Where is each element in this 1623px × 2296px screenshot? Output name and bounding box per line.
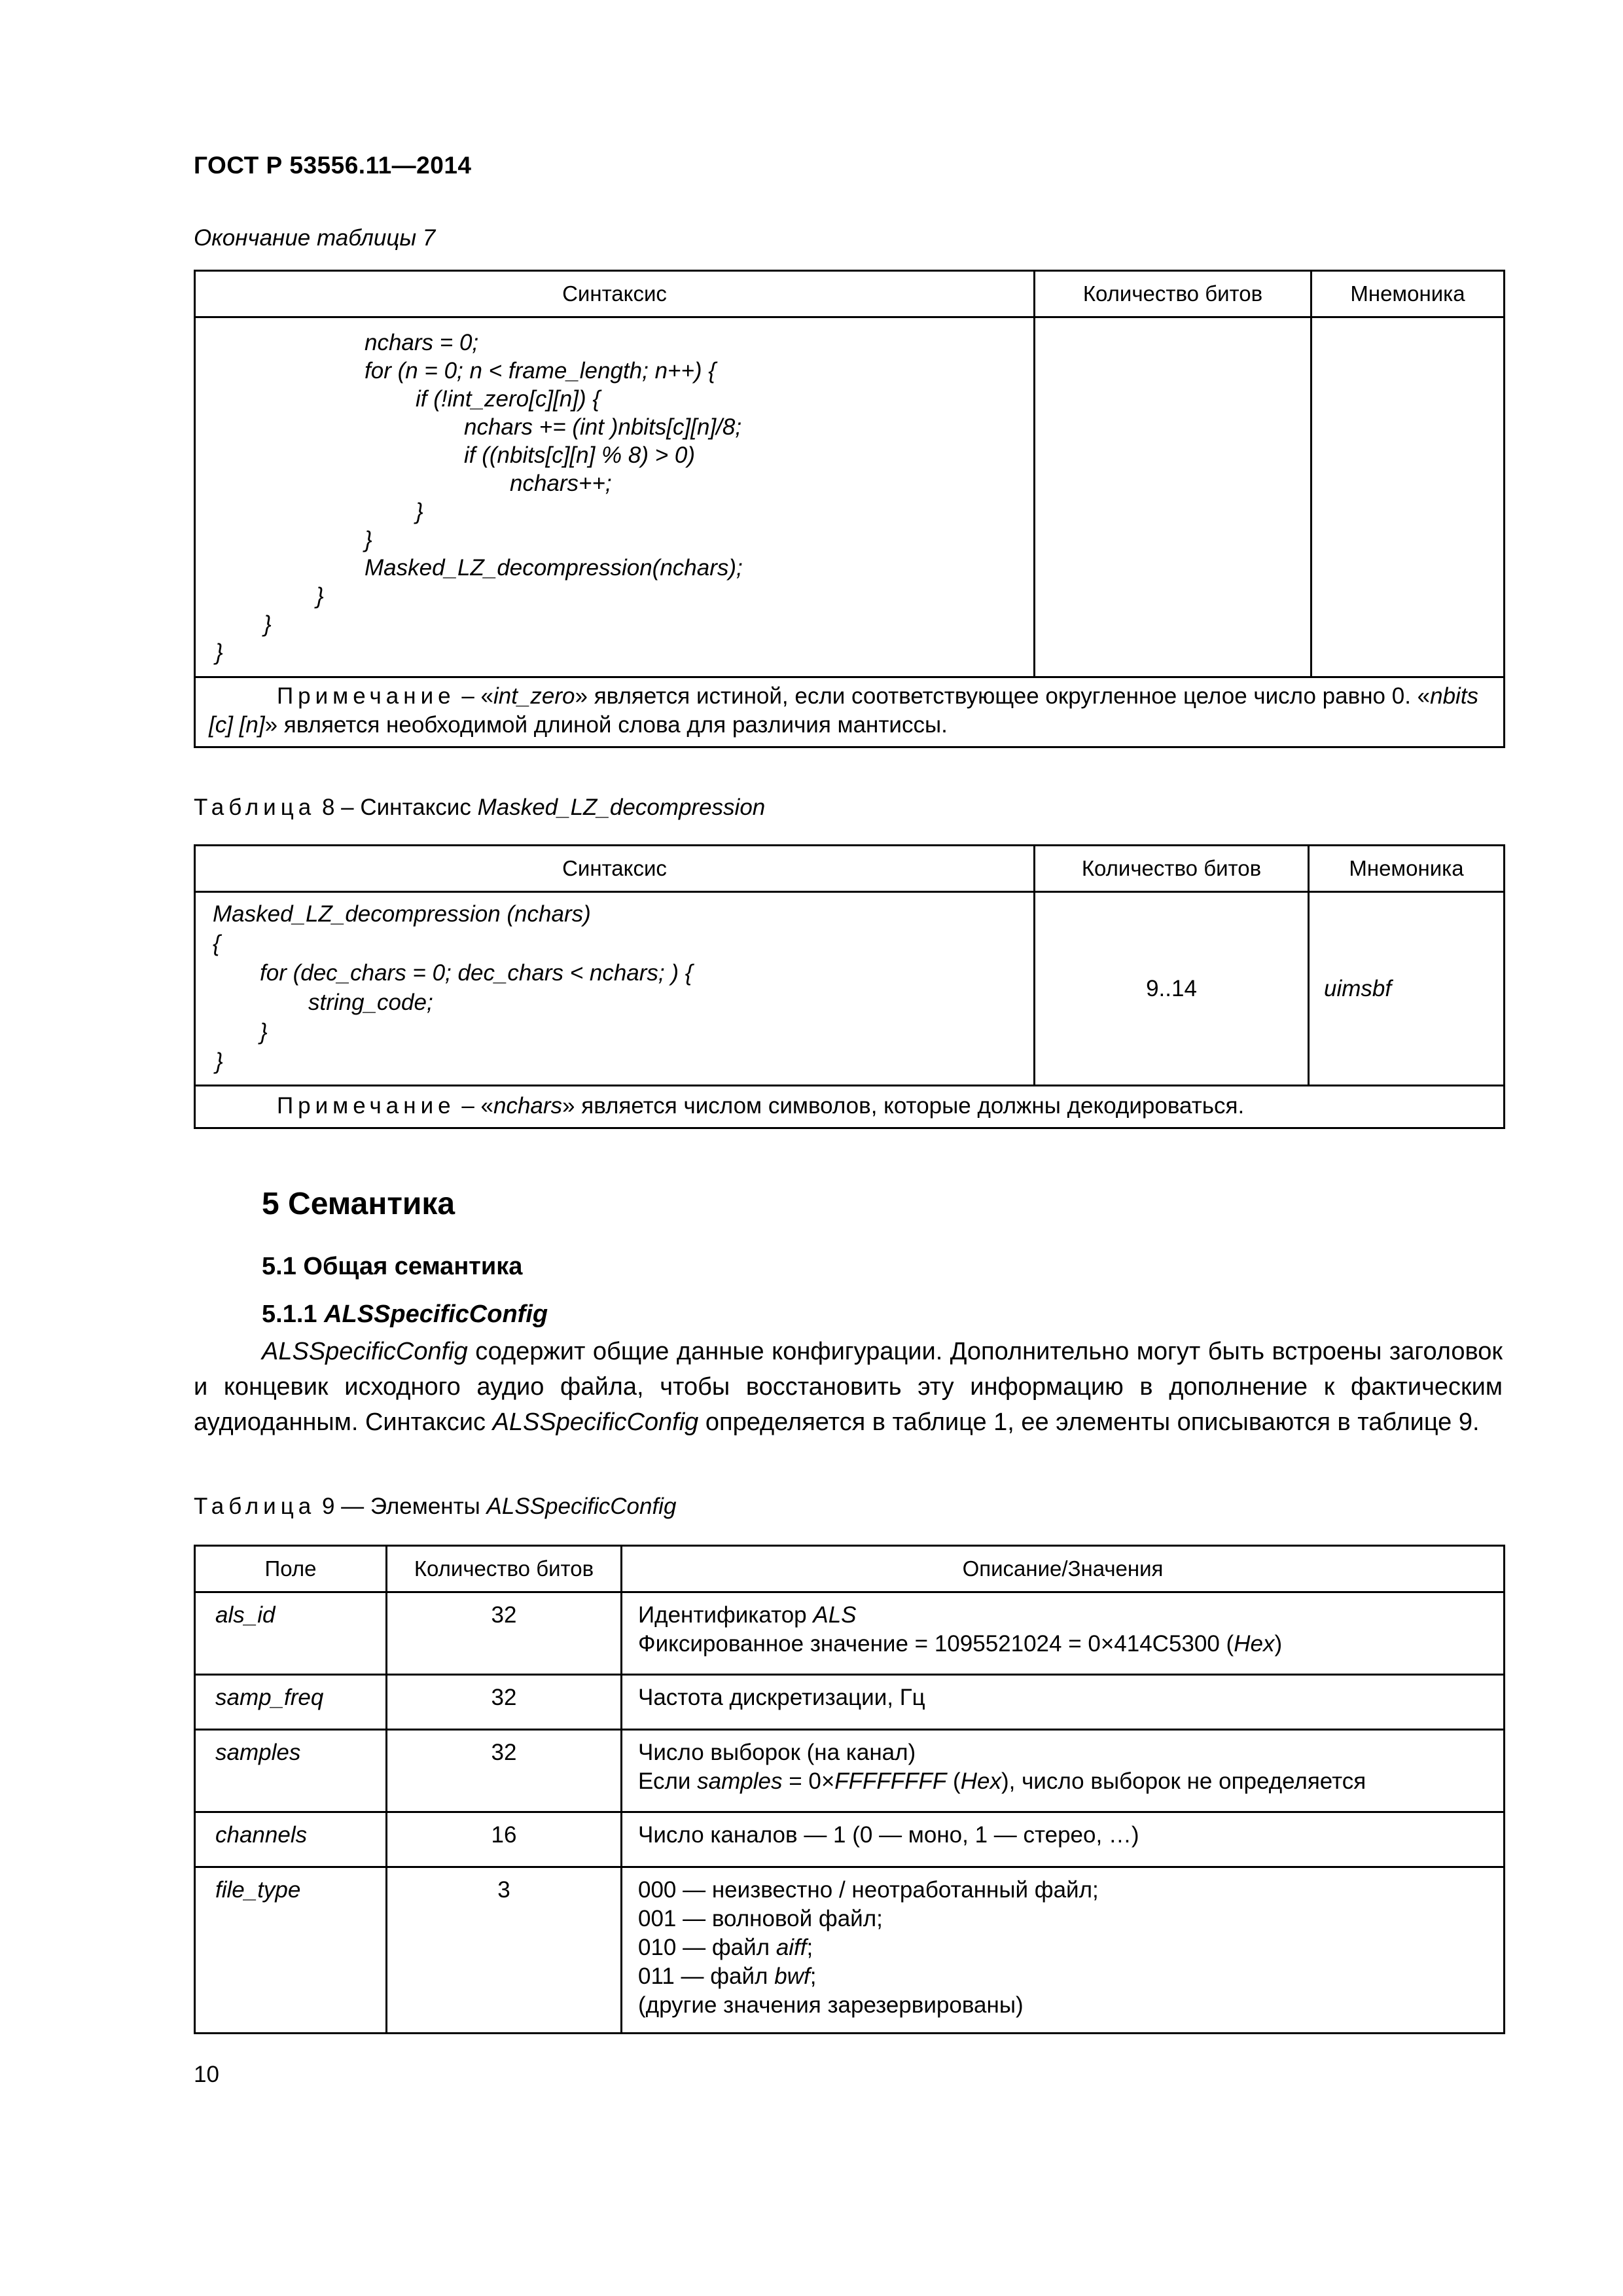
table8-note: Примечание – «nchars» является числом символов, которые должны декодироваться. [195, 1086, 1505, 1128]
code-line: } [316, 583, 324, 609]
table9-header-field: Поле [195, 1546, 387, 1592]
table7-header-syntax: Синтаксис [195, 271, 1035, 317]
field-name: channels [195, 1812, 387, 1867]
field-bits: 3 [387, 1867, 622, 2034]
field-description: Число каналов — 1 (0 — моно, 1 — стерео, …) [622, 1812, 1505, 1867]
table-row [195, 1592, 1505, 1675]
table8-header-syntax: Синтаксис [195, 846, 1035, 892]
code-line: string_code; [308, 990, 433, 1015]
table-row [195, 1675, 1505, 1730]
table-row [195, 1867, 1505, 2034]
field-bits: 32 [387, 1730, 622, 1812]
table8-mnemonic-value: uimsbf [1309, 892, 1505, 1086]
table7-header-mnemonic: Мнемоника [1311, 271, 1505, 317]
code-line: nchars = 0; [365, 330, 479, 355]
code-line: nchars++; [510, 471, 612, 496]
table7-header-bits: Количество битов [1035, 271, 1311, 317]
code-line: for (dec_chars = 0; dec_chars < nchars; ) { [260, 960, 693, 986]
table9 [194, 1545, 1505, 2034]
code-line: if ((nbits[c][n] % 8) > 0) [464, 442, 696, 468]
table-row [195, 1812, 1505, 1867]
code-line: Masked_LZ_decompression (nchars) [213, 901, 591, 927]
field-description: Частота дискретизации, Гц [622, 1675, 1505, 1730]
code-line: } [215, 1049, 223, 1074]
standard-number: ГОСТ Р 53556.11—2014 [194, 152, 472, 179]
table9-caption: Таблица 9 — Элементы ALSSpecificConfig [194, 1494, 677, 1519]
field-bits: 16 [387, 1812, 622, 1867]
field-bits: 32 [387, 1675, 622, 1730]
field-name: samples [195, 1730, 387, 1812]
table9-header-bits: Количество битов [387, 1546, 622, 1592]
field-name: file_type [195, 1867, 387, 2034]
table7 [194, 270, 1505, 748]
page-number: 10 [194, 2062, 219, 2087]
table8-bits-value: 9..14 [1035, 892, 1309, 1086]
table8-header-mnemonic: Мнемоника [1309, 846, 1505, 892]
code-line: Masked_LZ_decompression(nchars); [365, 555, 743, 581]
code-line: } [416, 499, 423, 524]
section-heading: 5 Семантика [262, 1187, 455, 1221]
table8-code-cell [195, 892, 1035, 1086]
code-line: { [213, 931, 221, 956]
table7-caption: Окончание таблицы 7 [194, 225, 436, 251]
table7-mnemonic-cell [1311, 317, 1505, 677]
code-line: } [260, 1019, 268, 1045]
code-line: } [264, 611, 272, 637]
table9-header-description: Описание/Значения [622, 1546, 1505, 1592]
field-name: als_id [195, 1592, 387, 1675]
code-line: } [215, 639, 223, 665]
table7-bits-cell [1035, 317, 1311, 677]
table8-caption: Таблица 8 – Синтаксис Masked_LZ_decompression [194, 795, 766, 820]
field-bits: 32 [387, 1592, 622, 1675]
table7-note: Примечание – «int_zero» является истиной, если соответствующее округленное целое число равно 0. «nbits [c] [n]» является необходимой длиной слова для различия мантиссы. [195, 677, 1505, 747]
body-paragraph: ALSSpecificConfig содержит общие данные конфигурации. Дополнительно могут быть встроены заголовок и концевик исходного аудио файла, чтобы восстановить эту информацию в дополнение к фактическим аудиоданным. Синтаксис ALSSpecificConfig определяется в таблице 1, ее элементы описываются в таблице 9. [194, 1338, 1503, 1436]
field-description: Число выборок (на канал) Если samples = 0×FFFFFFFF (Hex), число выборок не определяется [622, 1730, 1505, 1812]
subsection-heading: 5.1 Общая семантика [262, 1253, 523, 1280]
field-description: Идентификатор ALS Фиксированное значение = 1095521024 = 0×414C5300 (Hex) [622, 1592, 1505, 1675]
code-line: if (!int_zero[c][n]) { [416, 386, 601, 412]
table8 [194, 844, 1505, 1129]
field-description: 000 — неизвестно / неотработанный файл; 001 — волновой файл; 010 — файл aiff; 011 — файл bwf; (другие значения зарезервированы) [622, 1867, 1505, 2034]
code-line: for (n = 0; n < frame_length; n++) { [365, 358, 716, 384]
table-row [195, 1730, 1505, 1812]
code-line: nchars += (int )nbits[c][n]/8; [464, 414, 742, 440]
table7-code-cell [195, 317, 1035, 677]
code-line: } [365, 527, 372, 552]
subsubsection-heading: 5.1.1 ALSSpecificConfig [262, 1300, 548, 1328]
field-name: samp_freq [195, 1675, 387, 1730]
table8-header-bits: Количество битов [1035, 846, 1309, 892]
